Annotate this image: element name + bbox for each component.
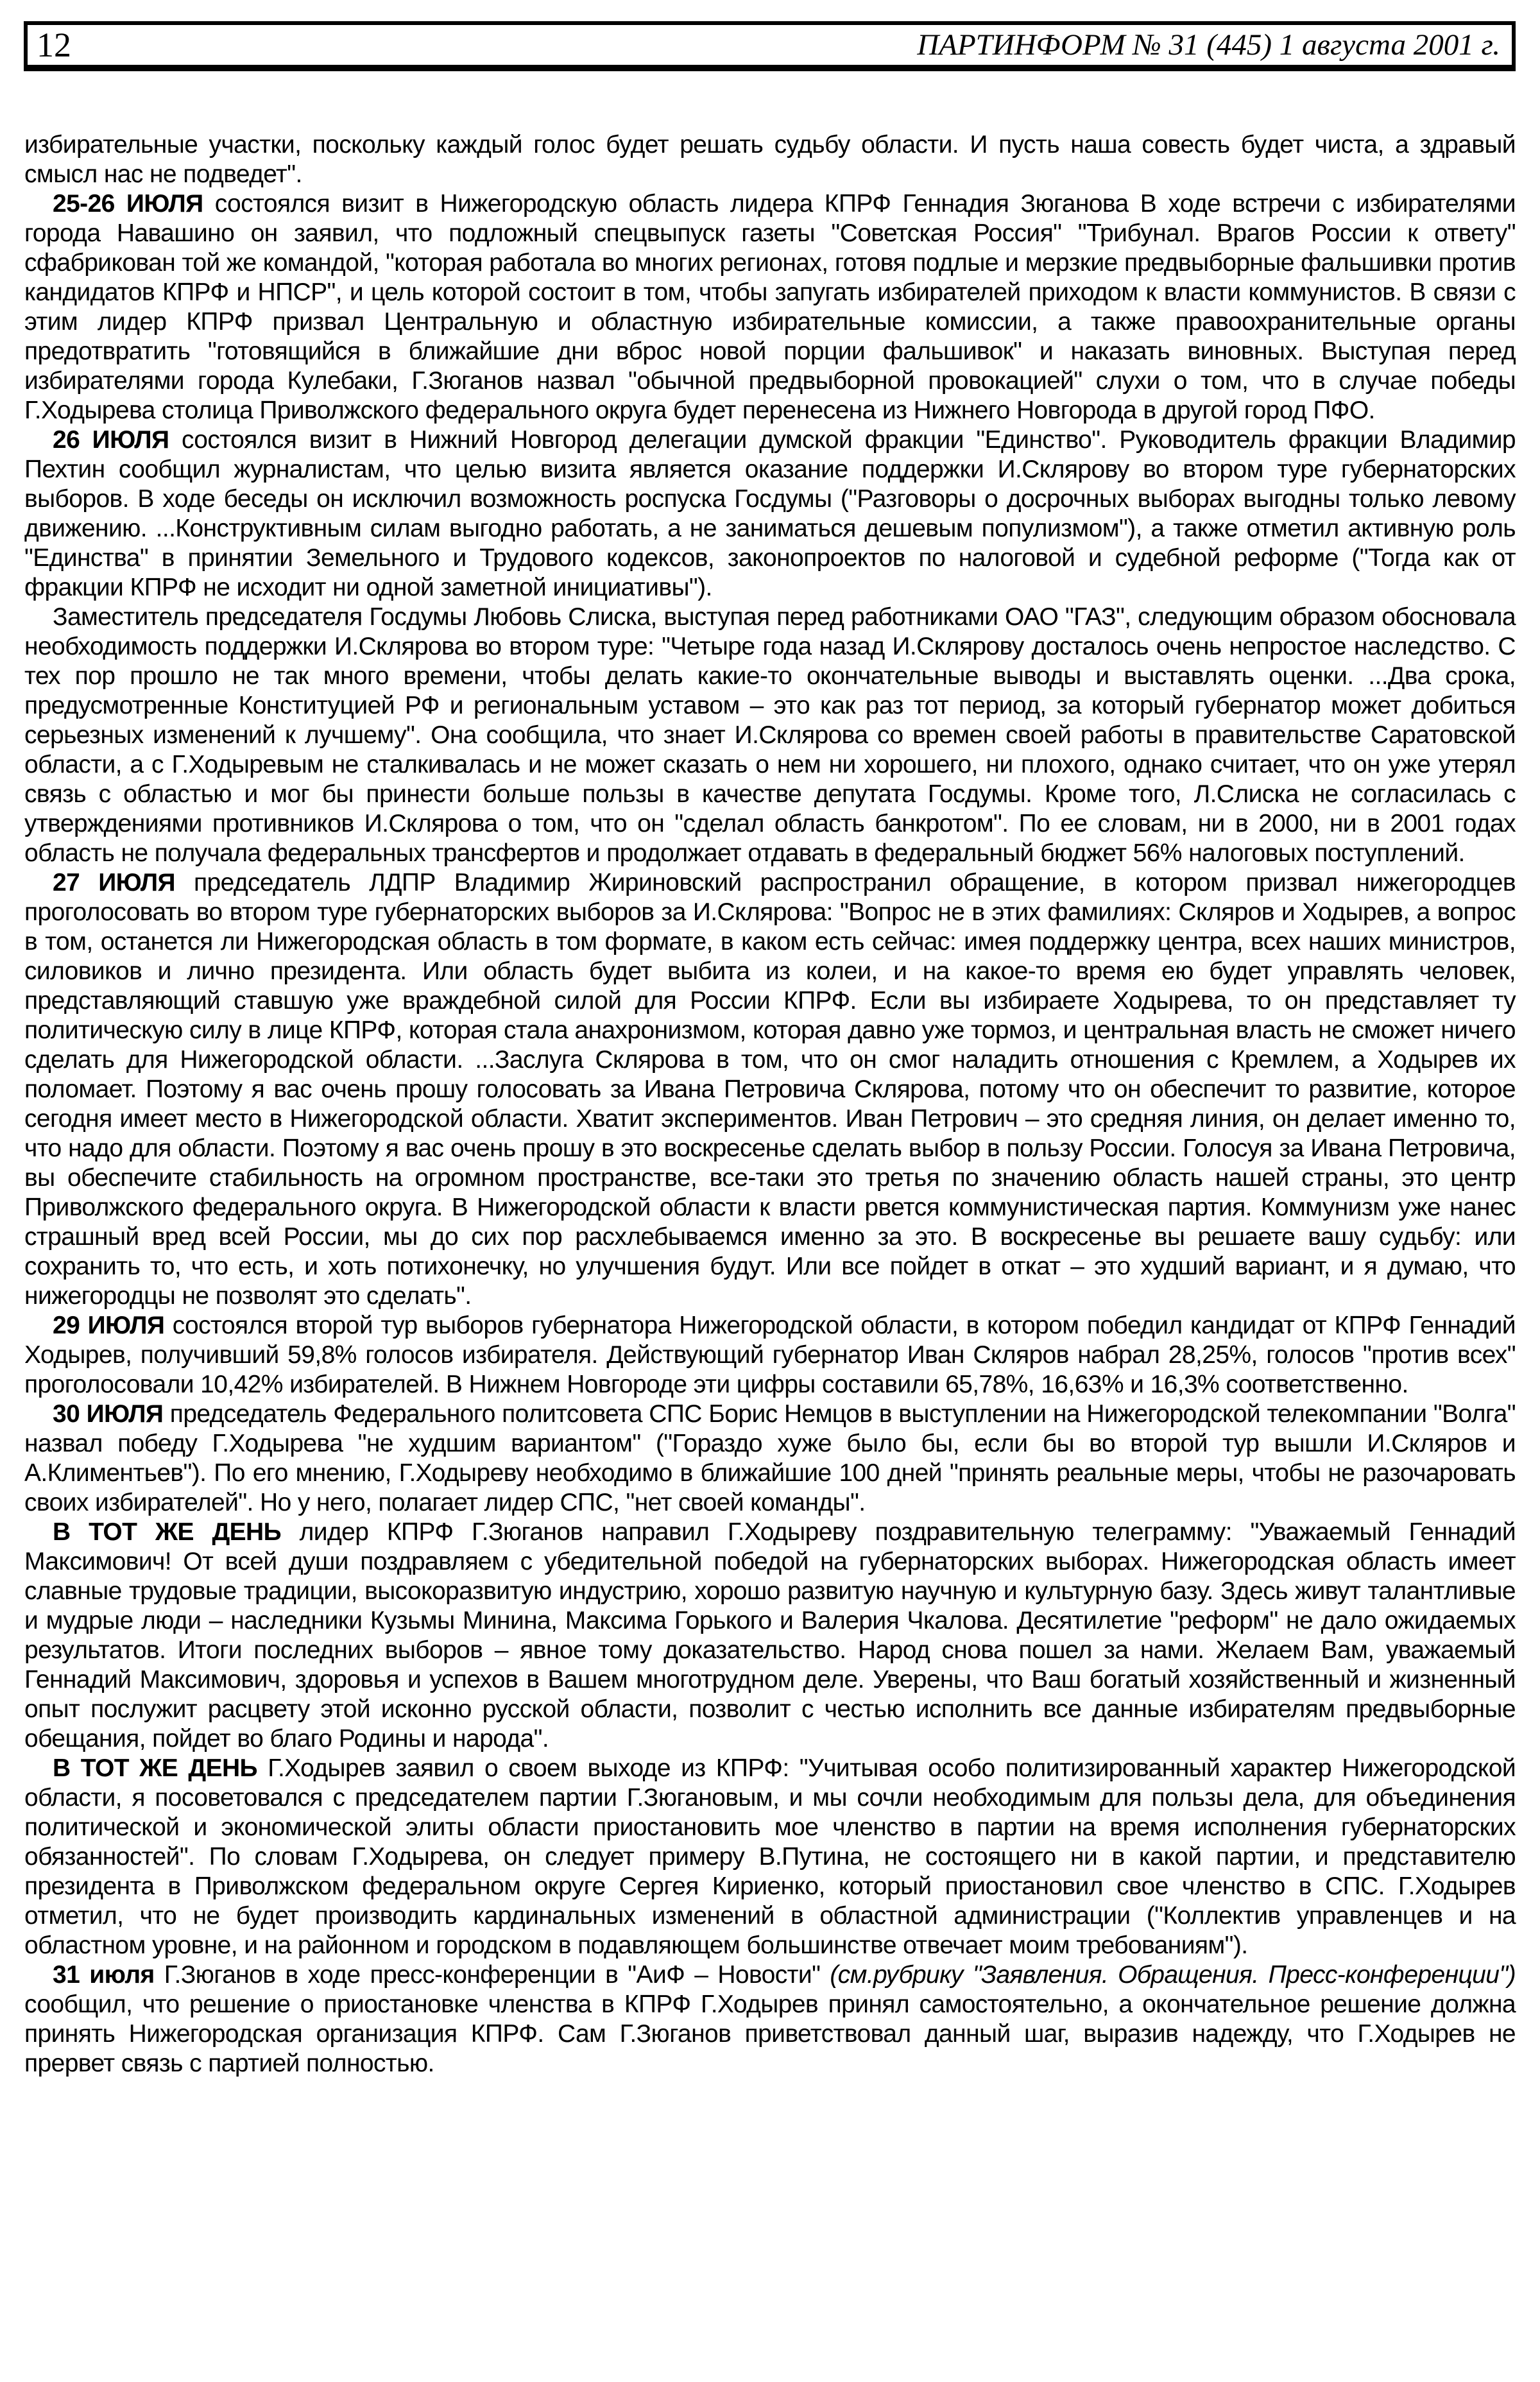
date-lead: 27 ИЮЛЯ bbox=[53, 869, 194, 896]
paragraph-text: избирательные участки, поскольку каждый голос будет решать судьбу области. И пусть наша совесть будет чиста, а здравый смысл нас не подведет". bbox=[24, 131, 1516, 188]
paragraph bbox=[24, 425, 1516, 603]
paragraph bbox=[24, 1960, 1516, 2078]
paragraph bbox=[24, 1311, 1516, 1400]
paragraph-text: председатель ЛДПР Владимир Жириновский распространил обращение, в котором призвал нижегородцев проголосовать во втором туре губернаторских выборов за И.Склярова: "Вопрос не в этих фамилиях: Скляров и Ходырев, а вопрос в том, останется ли Нижегородская область в том формате, в каком есть сейчас: имея поддержку центра, всех наших министров, силовиков и лично президента. Или область будет выбита из колеи, и на какое-то время ею будет управлять человек, представляющий ставшую уже враждебной силой для России КПРФ. Если вы избираете Ходырева, то он представляет ту политическую силу в лице КПРФ, которая стала анахронизмом, которая давно уже тормоз, и центральная власть не сможет ничего сделать для Нижегородской области. ...Заслуга Склярова в том, что он смог наладить отношения с Кремлем, а Ходырев их поломает. Поэтому я вас очень прошу голосовать за Ивана Петровича Склярова, потому что он обеспечит то развитие, которое сегодня имеет место в Нижегородской области. Хватит экспериментов. Иван Петрович – это средняя линия, он делает именно то, что надо для области. Поэтому я вас очень прошу в это воскресенье сделать выбор в пользу России. Голосуя за Ивана Петровича, вы обеспечите стабильность на огромном пространстве, все-таки это третья по значению область нашей страны, это центр Приволжского федерального округа. В Нижегородской области к власти рвется коммунистическая партия. Коммунизм уже нанес страшный вред всей России, мы до сих пор расхлебываемся именно за это. В воскресенье вы решаете вашу судьбу: или сохранить то, что есть, и хоть потихонечку, но улучшения будут. Или все пойдет в откат – это худший вариант, и я думаю, что нижегородцы не позволят это сделать". bbox=[24, 869, 1516, 1310]
paragraph bbox=[24, 189, 1516, 425]
paragraph-text: сообщил, что решение о приостановке членства в КПРФ Г.Ходырев принял самостоятельно, а окончательное решение должна принять Нижегородская организация КПРФ. Сам Г.Зюганов приветствовал данный шаг, выразив надежду, что Г.Ходырев не прервет связь с партией полностью. bbox=[24, 1991, 1516, 2077]
paragraph-text: Г.Ходырев заявил о своем выходе из КПРФ: "Учитывая особо политизированный характер Нижегородской области, я посоветовался с председателем партии Г.Зюгановым, и мы сочли необходимым для пользы дела, для объединения политической и экономической элиты области приостановить мое членство в партии на время исполнения губернаторских обязанностей". По словам Г.Ходырева, он следует примеру В.Путина, не состоящего ни в какой партии, и представителю президента в Приволжском федеральном округе Сергея Кириенко, который приостановил свое членство в СПС. Г.Ходырев отметил, что не будет производить кардинальных изменений в областной администрации ("Коллектив управленцев и на областном уровне, и на районном и городском в подавляющем большинстве отвечает моим требованиям"). bbox=[24, 1754, 1516, 1959]
date-lead: 26 ИЮЛЯ bbox=[53, 426, 182, 454]
paragraph-text: Г.Зюганов в ходе пресс-конференции в "АиФ – Новости" bbox=[164, 1961, 830, 1989]
paragraph bbox=[24, 1518, 1516, 1754]
page-header bbox=[24, 21, 1516, 71]
article-body bbox=[24, 130, 1516, 2078]
date-lead: В ТОТ ЖЕ ДЕНЬ bbox=[53, 1754, 268, 1782]
paragraph bbox=[24, 1400, 1516, 1518]
paragraph-text: состоялся визит в Нижегородскую область лидера КПРФ Геннадия Зюганова В ходе встречи с избирателями города Навашино он заявил, что подложный спецвыпуск газеты "Советская Россия" "Трибунал. Врагов России к ответу" сфабрикован той же командой, "которая работала во многих регионах, готовя подлые и мерзкие предвыборные фальшивки против кандидатов КПРФ и НПСР", и цель которой состоит в том, чтобы запугать избирателей приходом к власти коммунистов. В связи с этим лидер КПРФ призвал Центральную и областную избирательные комиссии, а также правоохранительные органы предотвратить "готовящийся в ближайшие дни вброс новой порции фальшивок" и наказать виновных. Выступая перед избирателями города Кулебаки, Г.Зюганов назвал "обычной предвыборной провокацией" слухи о том, что в случае победы Г.Ходырева столица Приволжского федерального округа будет перенесена из Нижнего Новгорода в другой город ПФО. bbox=[24, 190, 1516, 424]
paragraph-text: состоялся визит в Нижний Новгород делегации думской фракции "Единство". Руководитель фракции Владимир Пехтин сообщил журналистам, что целью визита является оказание поддержки И.Склярову во втором туре губернаторских выборов. В ходе беседы он исключил возможность роспуска Госдумы ("Разговоры о досрочных выборах выгодны только левому движению. ...Конструктивным силам выгодно работать, а не заниматься дешевым популизмом"), а также отметил активную роль "Единства" в принятии Земельного и Трудового кодексов, законопроектов по налоговой и судебной реформе ("Тогда как от фракции КПРФ не исходит ни одной заметной инициативы"). bbox=[24, 426, 1516, 601]
date-lead: 25-26 ИЮЛЯ bbox=[53, 190, 215, 218]
italic-note: (см.рубрику "Заявления. Обращения. Пресс-конференции") bbox=[830, 1961, 1516, 1989]
paragraph-text: Заместитель председателя Госдумы Любовь Слиска, выступая перед работниками ОАО "ГАЗ", следующим образом обосновала необходимость поддержки И.Склярова во втором туре: "Четыре года назад И.Склярову досталось очень непростое наследство. С тех пор прошло не так много времени, чтобы делать какие-то окончательные выводы и выставлять оценки. ...Два срока, предусмотренные Конституцией РФ и региональным уставом – это как раз тот период, за который губернатор может добиться серьезных изменений к лучшему". Она сообщила, что знает И.Склярова со времен своей работы в правительстве Саратовской области, а с Г.Ходыревым не сталкивалась и не может сказать о нем ни хорошего, ни плохого, однако считает, что он уже утерял связь с областью и мог бы принести больше пользы в качестве депутата Госдумы. Кроме того, Л.Слиска не согласилась с утверждениями противников И.Склярова о том, что он "сделал область банкротом". По ее словам, ни в 2000, ни в 2001 годах область не получала федеральных трансфертов и продолжает отдавать в федеральный бюджет 56% налоговых поступлений. bbox=[24, 603, 1516, 867]
date-lead: 31 июля bbox=[53, 1961, 164, 1989]
issue-title: ПАРТИНФОРМ № 31 (445) 1 августа 2001 г. bbox=[917, 28, 1500, 62]
paragraph bbox=[24, 603, 1516, 868]
paragraph bbox=[24, 130, 1516, 189]
paragraph-text: председатель Федерального политсовета СПС Борис Немцов в выступлении на Нижегородской телекомпании "Волга" назвал победу Г.Ходырева "не худшим вариантом" ("Гораздо хуже было бы, если бы во второй тур вышли И.Скляров и А.Климентьев"). По его мнению, Г.Ходыреву необходимо в ближайшие 100 дней "принять реальные меры, чтобы не разочаровать своих избирателей". Но у него, полагает лидер СПС, "нет своей команды". bbox=[24, 1400, 1516, 1516]
page-number: 12 bbox=[37, 26, 71, 64]
paragraph-text: состоялся второй тур выборов губернатора Нижегородской области, в котором победил кандидат от КПРФ Геннадий Ходырев, получивший 59,8% голосов избирателя. Действующий губернатор Иван Скляров набрал 28,25%, голосов "против всех" проголосовали 10,42% избирателей. В Нижнем Новгороде эти цифры составили 65,78%, 16,63% и 16,3% соответственно. bbox=[24, 1312, 1516, 1398]
date-lead: 29 ИЮЛЯ bbox=[53, 1312, 173, 1339]
paragraph bbox=[24, 1754, 1516, 1960]
date-lead: 30 ИЮЛЯ bbox=[53, 1400, 170, 1428]
date-lead: В ТОТ ЖЕ ДЕНЬ bbox=[53, 1518, 300, 1546]
paragraph-text: лидер КПРФ Г.Зюганов направил Г.Ходыреву поздравительную телеграмму: "Уважаемый Геннадий Максимович! От всей души поздравляем с убедительной победой на губернаторских выборах. Нижегородская область имеет славные трудовые традиции, высокоразвитую индустрию, хорошо развитую научную и культурную базу. Здесь живут талантливые и мудрые люди – наследники Кузьмы Минина, Максима Горького и Валерия Чкалова. Десятилетие "реформ" не дало ожидаемых результатов. Итоги последних выборов – явное тому доказательство. Народ снова пошел за нами. Желаем Вам, уважаемый Геннадий Максимович, здоровья и успехов в Вашем многотрудном деле. Уверены, что Ваш богатый хозяйственный и жизненный опыт послужит расцвету этой исконно русской области, позволит с честью исполнить все данные избирателям предвыборные обещания, пойдет во благо Родины и народа". bbox=[24, 1518, 1516, 1752]
paragraph bbox=[24, 868, 1516, 1311]
